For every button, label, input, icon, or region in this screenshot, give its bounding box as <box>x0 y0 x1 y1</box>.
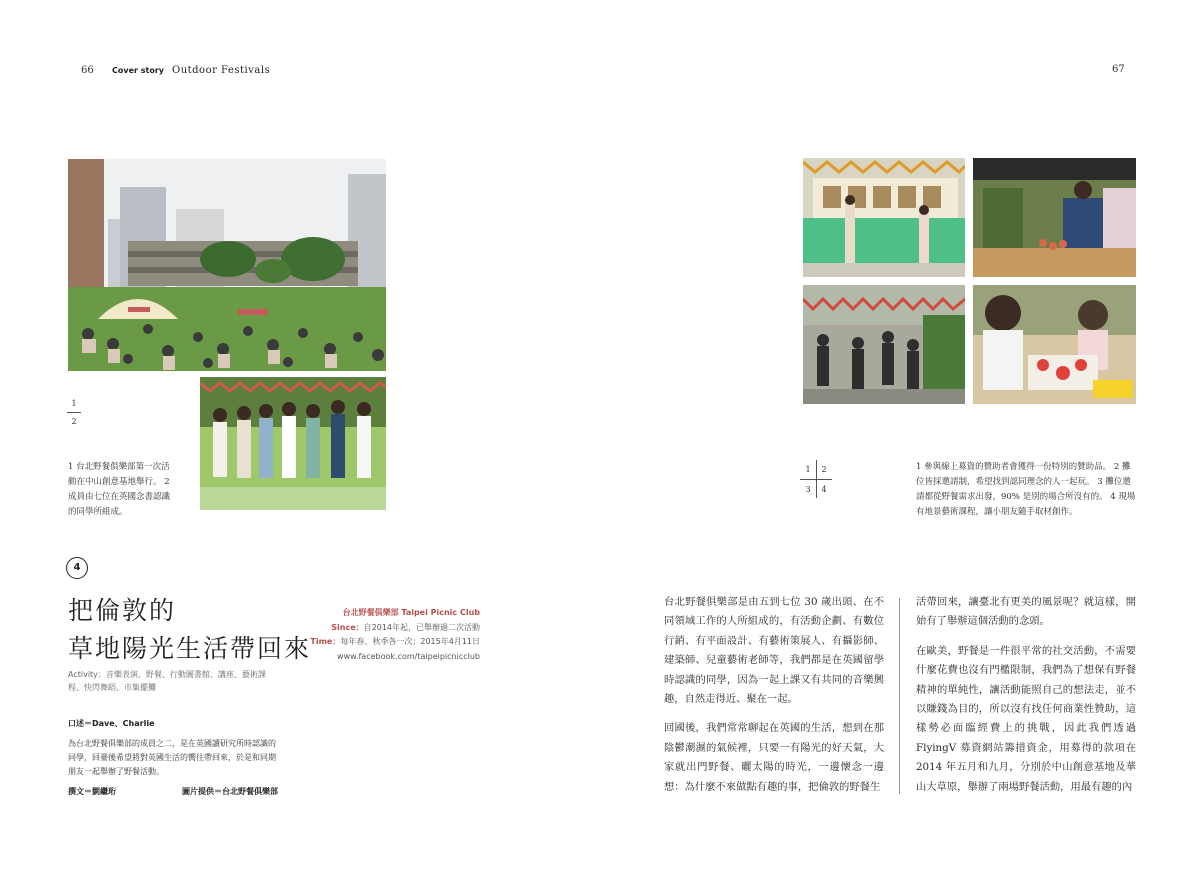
article-title-line-2: 草地陽光生活帶回來 <box>68 634 312 663</box>
body-paragraph: 回國後，我們常常聊起在英國的生活，想到在那陰鬱潮濕的氣候裡，只要一有陽光的好天氣，大家就出門野餐、曬太陽的時光，一邊懷念一邊想：為什麼不來做點有趣的事，把倫敦的野餐生 <box>664 722 884 793</box>
photo-market-crowd <box>803 285 965 404</box>
photo-booth-green <box>803 158 965 277</box>
grid-number-1: 1 <box>71 399 77 408</box>
time-label: Time： <box>310 637 341 646</box>
activity-list: Activity：音樂表演、野餐、行動圖書館、講座、藝術課程、快閃舞蹈、市集擺攤 <box>68 670 266 692</box>
grid-number-1: 1 <box>805 465 811 474</box>
body-column-1 <box>664 593 884 807</box>
time-value: 每年春、秋季各一次；2015年4月11日 <box>340 637 480 646</box>
club-name: 台北野餐俱樂部 Taipei Picnic Club <box>342 608 480 617</box>
writer-credit: 撰文＝劉繼珩 <box>68 787 116 796</box>
grid-number-2: 2 <box>821 465 827 474</box>
club-url: www.facebook.com/taipeipicnicclub <box>337 651 480 661</box>
column-divider <box>899 598 900 794</box>
right-page-number: 67 <box>1112 64 1125 75</box>
right-photo-caption: 1 參與線上募資的贊助者會獲得一份特別的贊助品。 2 攤位皆採邀請制，希望找到認同理念的人一起玩。 3 攤位邀請都從野餐需求出發，90% 是別的場合所沒有的。 4 現場有地景藝術課程，讓小朋友隨手取材創作。 <box>916 462 1136 517</box>
article-title-line-1: 把倫敦的 <box>68 596 177 625</box>
photo-club-members <box>200 377 386 510</box>
interviewee-credit: 口述＝Dave、Charlie <box>68 719 155 728</box>
grid-divider <box>67 412 81 413</box>
photo-vendor-stall <box>973 158 1136 277</box>
photo-children-art <box>973 285 1136 404</box>
club-since <box>300 621 480 636</box>
grid-number-4: 4 <box>821 485 827 494</box>
intro-paragraph: 為台北野餐俱樂部的成員之二，是在英國讀研究所時認識的同學，回臺後希望將對英國生活的嚮往帶回來，於是和同期朋友一起舉辦了野餐活動。 <box>68 739 276 776</box>
club-info-block <box>300 606 480 664</box>
left-page-number: 66 <box>81 65 94 76</box>
club-time <box>300 635 480 650</box>
body-paragraph: 台北野餐俱樂部是由五到七位 30 歲出頭、在不同領域工作的人所組成的，有活動企劃、有數位行銷、有平面設計、有藝術策展人、有攝影師、建築師、兒童藝術老師等，我們都是在英國留學時認識的同學，因為一起上課又有共同的音樂興趣，自然走得近、聚在一起。 <box>664 596 884 706</box>
body-paragraph: 在歐美，野餐是一件很平常的社交活動，不需要什麼花費也沒有門檻限制，我們為了想保有野餐精神的單純性，讓活動能照自己的想法走，並不以賺錢為目的，所以沒有找任何商業性贊助，這樣勢必面臨經費上的挑戰，因此我們透過 FlyingV 募資網站籌措資金，用募得的款項在 2014 年五月和九月，分別於中山創意基地及華山大草原，舉辦了兩場野餐活動，用最有趣的內 <box>916 644 1136 793</box>
photo-picnic-crowd <box>68 159 386 371</box>
photo-credit: 圖片提供＝台北野餐俱樂部 <box>182 787 278 796</box>
grid-divider-horizontal <box>800 479 832 480</box>
section-title: Outdoor Festivals <box>172 65 271 76</box>
section-label: Cover story <box>112 66 164 75</box>
since-label: Since： <box>331 622 364 632</box>
grid-number-3: 3 <box>805 485 811 494</box>
article-number-badge: 4 <box>66 557 88 579</box>
grid-number-2: 2 <box>71 417 77 426</box>
left-photo-caption: 1 台北野餐俱樂部第一次活動在中山創意基地舉行。 2 成員由七位在英國念書認識的同學所組成。 <box>68 462 171 517</box>
body-column-2 <box>916 593 1136 807</box>
body-paragraph: 活帶回來，讓臺北有更美的風景呢？就這樣，開始有了舉辦這個活動的念頭。 <box>916 596 1136 628</box>
since-value: 自2014年起，已舉辦過二次活動 <box>363 622 480 632</box>
